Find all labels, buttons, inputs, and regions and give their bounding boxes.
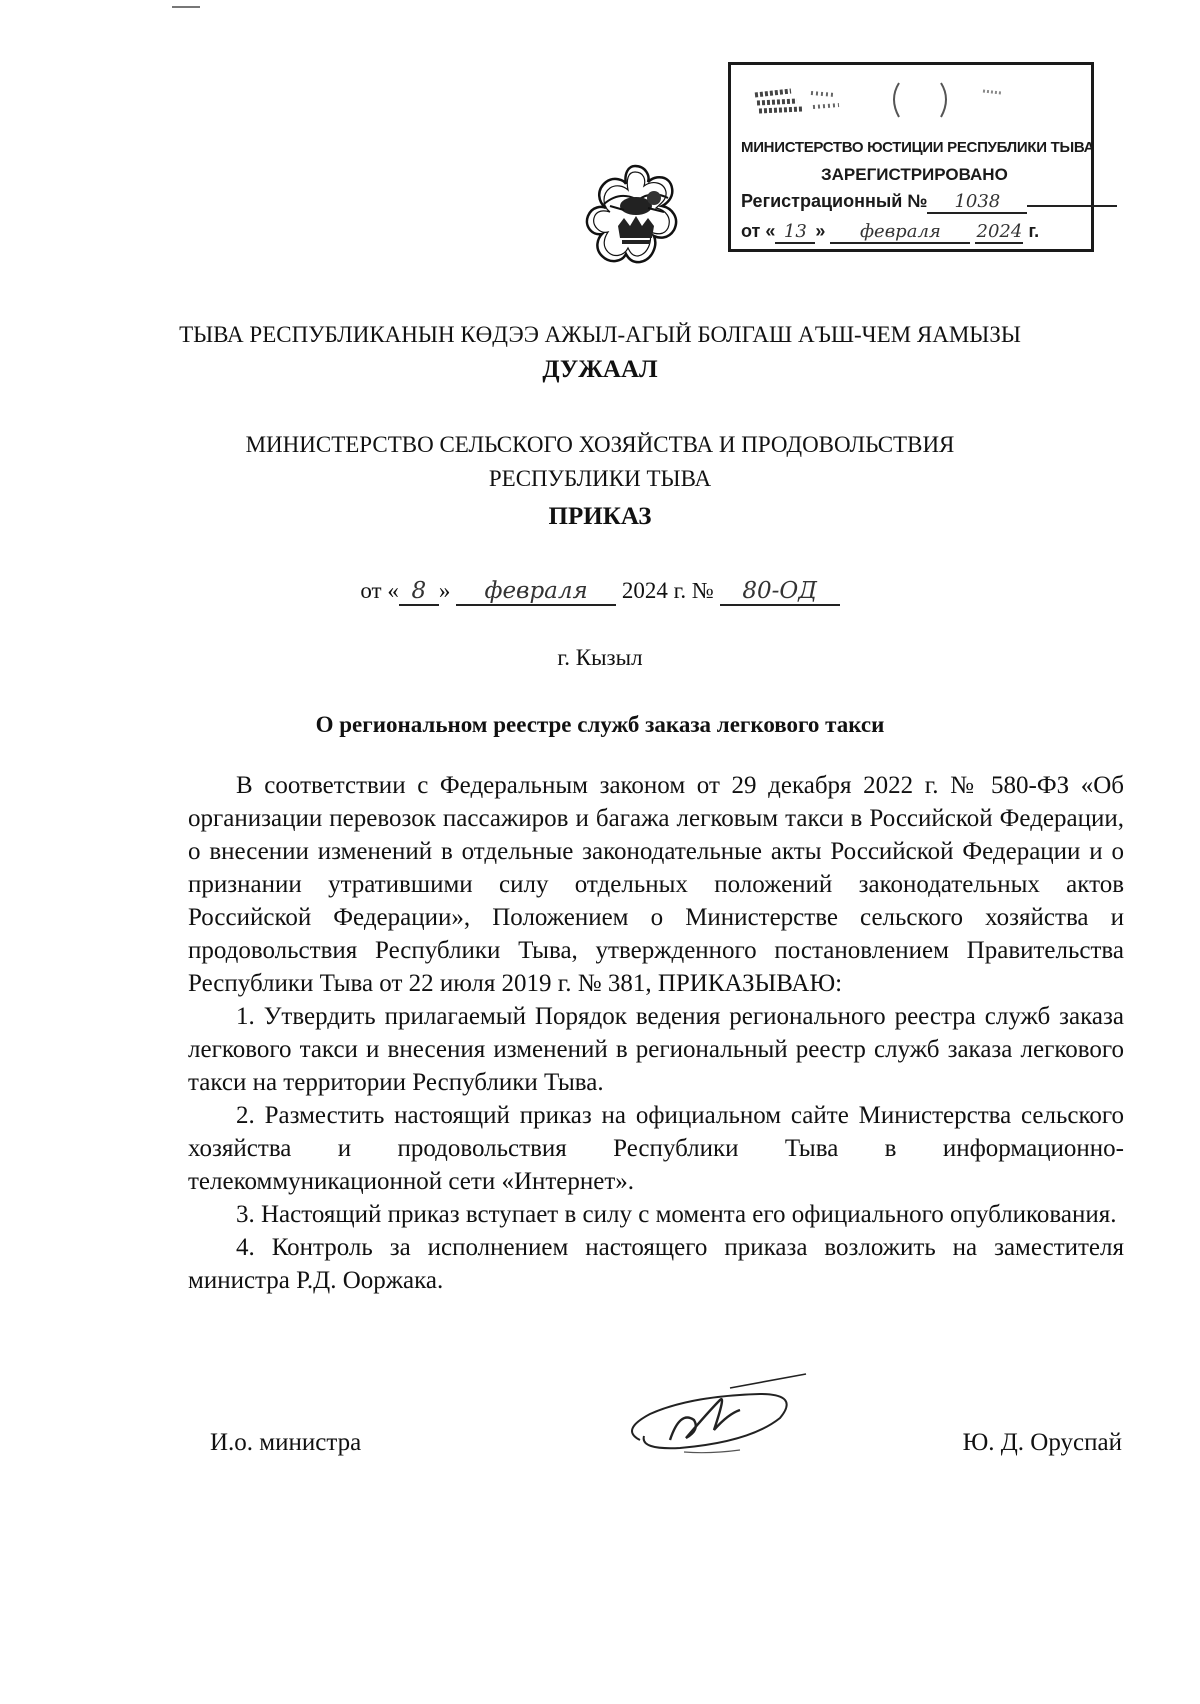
- document-title: О региональном реестре служб заказа легкового такси: [315, 712, 885, 737]
- city: г. Кызыл: [557, 645, 643, 670]
- handwritten-signature-icon: [610, 1370, 810, 1466]
- stamp-seal-mark-icon: [751, 75, 1071, 121]
- document-body: [188, 769, 1124, 1297]
- ministry-name-line2: РЕСПУБЛИКИ ТЫВА: [488, 466, 712, 491]
- stamp-month: февраля: [830, 221, 970, 244]
- order-item: 4. Контроль за исполнением настоящего приказа возложить на заместителя министра Р.Д. Ооржака.: [188, 1234, 1124, 1294]
- doc-type: ПРИКАЗ: [548, 503, 652, 530]
- ministry-name-line1: МИНИСТЕРСТВО СЕЛЬСКОГО ХОЗЯЙСТВА И ПРОДОВОЛЬСТВИЯ: [245, 432, 955, 457]
- order-item: 1. Утвердить прилагаемый Порядок ведения регионального реестра служб заказа легкового такси и внесения изменений в региональный реестр служб заказа легкового такси на территории Республики Тыва.: [188, 1003, 1124, 1096]
- order-year: 2024 г. №: [621, 578, 714, 603]
- stamp-reg-number-line: [741, 191, 1117, 214]
- signatory-name: Ю. Д. Оруспай: [962, 1429, 1122, 1456]
- stamp-reg-number: 1038: [927, 191, 1027, 214]
- stamp-year: 2024: [976, 221, 1023, 242]
- tuva-emblem-icon: [580, 160, 690, 272]
- order-day: 8: [399, 578, 439, 606]
- tyva-ministry-name: ТЫВА РЕСПУБЛИКАНЫН КӨДЭЭ АЖЫЛ-АГЫЙ БОЛГАШ АЪШ-ЧЕМ ЯАМЫЗЫ: [179, 322, 1021, 347]
- scan-mark: [172, 6, 200, 8]
- preamble-paragraph: В соответствии с Федеральным законом от 29 декабря 2022 г. № 580-ФЗ «Об организации перевозок пассажиров и багажа легковым такси в Российской Федерации, о внесении изменений в отдельные законодательные акты Российской Федерации и о признании утратившими силу отдельных положений законодательных актов Российской Федерации», Положением о Министерстве сельского хозяйства и продовольствия Республики Тыва, утвержденного постановлением Правительства Республики Тыва от 22 июля 2019 г. № 381, ПРИКАЗЫВАЮ:: [188, 772, 1124, 997]
- order-number: 80-ОД: [720, 578, 840, 606]
- order-date-line: от « 8 » февраля 2024 г. № 80-ОД: [0, 578, 1200, 606]
- stamp-date-line: от « 13 » февраля 2024 г.: [741, 221, 1040, 242]
- signatory-role: И.о. министра: [210, 1429, 362, 1456]
- order-item: 3. Настоящий приказ вступает в силу с момента его официального опубликования.: [236, 1201, 1117, 1228]
- stamp-day: 13: [775, 221, 815, 244]
- stamp-reg-label: Регистрационный №: [741, 191, 928, 211]
- stamp-registered-text: ЗАРЕГИСТРИРОВАНО: [821, 165, 1008, 184]
- stamp-ministry-text: МИНИСТЕРСТВО ЮСТИЦИИ РЕСПУБЛИКИ ТЫВА: [741, 139, 1095, 156]
- order-item: 2. Разместить настоящий приказ на официальном сайте Министерства сельского хозяйства и продовольствия Республики Тыва в информационно-телекоммуникационной сети «Интернет».: [188, 1102, 1124, 1195]
- tyva-doc-type: ДУЖААЛ: [542, 356, 658, 383]
- order-month: февраля: [456, 578, 616, 606]
- registration-stamp: [728, 62, 1094, 252]
